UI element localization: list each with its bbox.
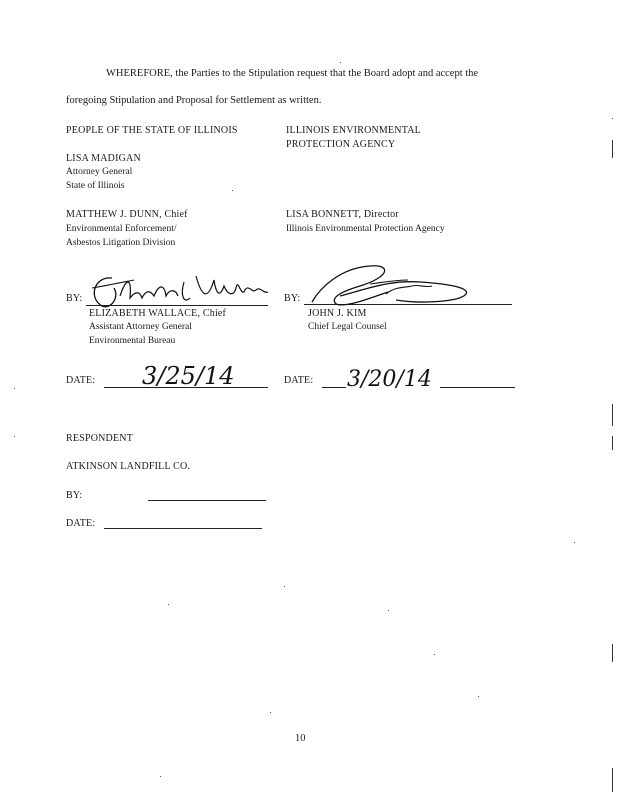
left-by-label: BY: [66,293,83,304]
left-official-title-1: Attorney General [66,167,133,177]
respondent-date-label: DATE: [66,518,96,529]
respondent-company: ATKINSON LANDFILL CO. [66,461,191,472]
right-official-name: LISA BONNETT, Director [286,209,399,220]
scan-speck [284,586,285,587]
scan-speck [388,610,389,611]
left-date-handwriting [140,360,235,390]
scan-speck [232,190,233,191]
respondent-by-label: BY: [66,490,83,501]
scan-speck [612,118,613,119]
right-signer-title: Chief Legal Counsel [308,322,387,332]
page-number: 10 [295,733,306,744]
left-signer-name: ELIZABETH WALLACE, Chief [89,308,227,319]
respondent-date-line [104,528,262,529]
left-signer-title-1: Assistant Attorney General [89,322,192,332]
left-chief-name: MATTHEW J. DUNN, Chief [66,209,188,220]
scan-edge-mark [612,644,613,662]
scan-speck [168,604,169,605]
respondent-signature-line [148,500,266,501]
scan-edge-mark [612,140,613,158]
scan-speck [14,388,15,389]
left-signer-title-2: Environmental Bureau [89,336,176,346]
left-chief-title-1: Environmental Enforcement/ [66,224,177,234]
scan-edge-mark [612,436,613,450]
right-signer-name: JOHN J. KIM [308,308,367,319]
right-date-handwriting [345,362,432,392]
right-by-label: BY: [284,293,301,304]
intro-line-2: foregoing Stipulation and Proposal for Settlement as written. [66,95,322,106]
scan-speck [160,776,161,777]
respondent-heading: RESPONDENT [66,433,134,444]
scan-speck [340,62,341,63]
kim-signature [300,258,480,314]
scan-speck [14,436,15,437]
right-party-heading-2: PROTECTION AGENCY [286,139,396,150]
left-date-label: DATE: [66,375,96,386]
scan-edge-mark [612,768,613,792]
intro-line-1: WHEREFORE, the Parties to the Stipulation request that the Board adopt and accept the [106,68,479,79]
scan-speck [574,542,575,543]
left-party-heading: PEOPLE OF THE STATE OF ILLINOIS [66,125,238,136]
right-date-line-b [440,387,515,388]
right-party-heading-1: ILLINOIS ENVIRONMENTAL [286,125,421,136]
scan-edge-mark [612,404,613,426]
scan-speck [434,654,435,655]
right-official-title: Illinois Environmental Protection Agency [286,224,445,234]
scan-speck [478,696,479,697]
left-chief-title-2: Asbestos Litigation Division [66,238,176,248]
right-date-label: DATE: [284,375,314,386]
right-date-line-a [322,387,346,388]
left-date-value: 3/25/14 [142,362,235,390]
scan-speck [270,712,271,713]
left-official-name: LISA MADIGAN [66,153,141,164]
left-official-title-2: State of Illinois [66,181,125,191]
right-date-value: 3/20/14 [347,367,432,392]
